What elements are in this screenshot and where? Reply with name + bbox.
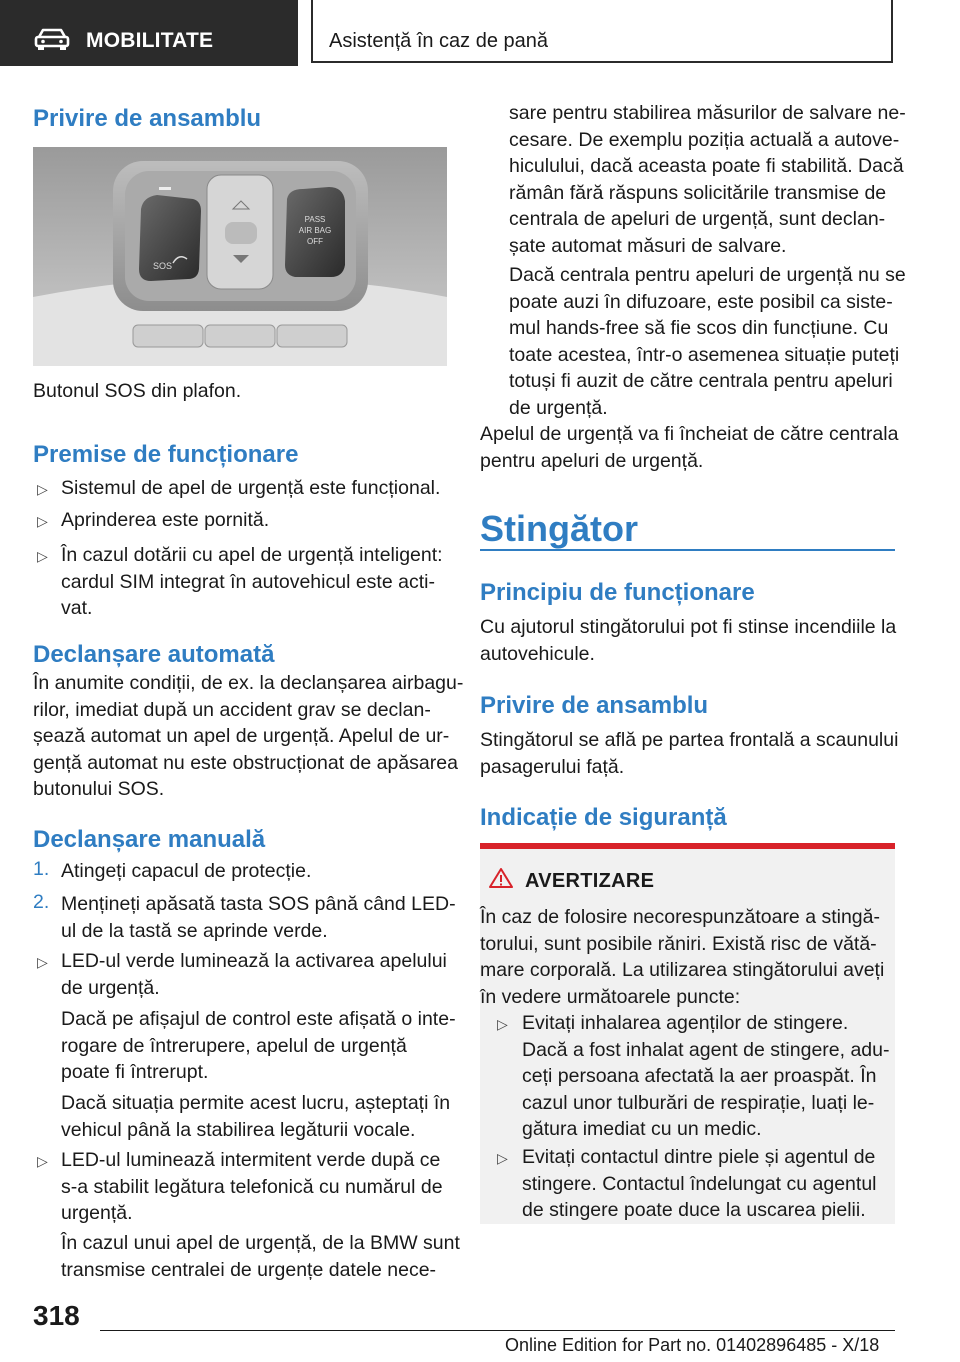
photo-airbag-label: AIR BAG (298, 226, 332, 235)
photo-off-label: OFF (307, 237, 323, 246)
step-1: Atingeți capacul de protecție. (61, 860, 312, 882)
led-blink-note: În cazul unui apel de urgență, de la BMW sunt transmise centralei de urgențe datele nece- (61, 1232, 460, 1281)
triangle-bullet-icon: ▷ (37, 513, 48, 529)
footer-rule (100, 1330, 895, 1331)
heading-rule (480, 549, 895, 551)
triangle-bullet-icon: ▷ (37, 481, 48, 497)
triangle-bullet-icon: ▷ (37, 1153, 48, 1169)
heading-overview: Privire de ansamblu (33, 105, 262, 132)
section-tab (0, 0, 298, 66)
step-number: 1. (33, 858, 50, 880)
chapter-header (311, 0, 893, 63)
heading-principle: Principiu de funcționare (480, 579, 755, 606)
warning-intro: În caz de folosire necorespunzătoare a stingă- torului, sunt posibile răniri. Există risc de vătă- mare corporală. La utilizarea stingătorului aveți în vedere următoarele puncte: (480, 906, 885, 1008)
warning-item-2: Evitați contactul dintre piele și agentul de stingere. Contactul îndelungat cu agentul de stingere poate duce la uscarea pielii. (522, 1146, 877, 1222)
principle-text: Cu ajutorul stingătorului pot fi stinse incendiile la autovehicule. (480, 616, 897, 665)
heading-overview-extinguisher: Privire de ansamblu (480, 692, 709, 719)
triangle-bullet-icon: ▷ (37, 954, 48, 970)
warning-item-1: Evitați inhalarea agenților de stingere. Dacă a fost inhalat agent de stingere, adu- ceți persoana afectată la aer proaspăt. În cazul unor tulburări de respirație, luați le- gătura imediat cu un medic. (522, 1012, 890, 1141)
car-icon (34, 28, 70, 50)
triangle-bullet-icon: ▷ (497, 1150, 508, 1166)
triangle-bullet-icon: ▷ (37, 548, 48, 564)
heading-prerequisites: Premise de funcționare (33, 441, 299, 468)
warning-bar (480, 843, 895, 849)
chapter-title: Asistență în caz de pană (329, 30, 549, 52)
photo-pass-label: PASS (304, 215, 326, 224)
speaker-note-text: Dacă centrala pentru apeluri de urgență nu se poate auzi în difuzoare, este posibil ca siste- mul hands-free să fie scos din funcțiune. Cu toate acestea, într-o asemenea situație puteți totuși fi auzit de către centrala pentru apeluri de urgență. (509, 264, 906, 419)
photo-caption: Butonul SOS din plafon. (33, 380, 242, 402)
section-title: MOBILITATE (86, 29, 214, 52)
auto-trigger-text: În anumite condiții, de ex. la declanșarea airbagu- rilor, imediat după un accident grav se declan- șează automat un apel de urgență. Apelul de ur- gență automat nu este obstrucționat de apăsarea butonului SOS. (33, 672, 464, 801)
sos-button-photo (33, 147, 447, 366)
led-green-note-2: Dacă situația permite acest lucru, așteptați în vehicul până la stabilirea legăturii vocale. (61, 1092, 451, 1141)
step-2: Mențineți apăsată tasta SOS până când LED- ul de la tastă se aprinde verde. (61, 893, 456, 942)
warning-triangle-icon (488, 867, 514, 889)
step-number: 2. (33, 891, 50, 913)
page-number: 318 (33, 1300, 80, 1331)
prereq-item-1: Sistemul de apel de urgență este funcțional. (61, 477, 441, 499)
edition-note: Online Edition for Part no. 01402896485 - X/18 (505, 1335, 880, 1355)
led-green-item: LED-ul verde luminează la activarea apelului de urgență. (61, 950, 447, 999)
call-end-text: Apelul de urgență va fi încheiat de către centrala pentru apeluri de urgență. (480, 423, 899, 472)
led-blink-item: LED-ul luminează intermitent verde după ce s-a stabilit legătura telefonică cu numărul de urgență. (61, 1149, 443, 1225)
photo-sos-label: SOS (153, 261, 173, 271)
data-continued-text: sare pentru stabilirea măsurilor de salvare ne- cesare. De exemplu poziția actuală a autove- hiculului, dacă aceasta poate fi stabilită. Dacă rămân fără răspuns solicitările transmise de centrala de apeluri de urgență, sunt declan- șate automat măsuri de salvare. (509, 102, 906, 257)
triangle-bullet-icon: ▷ (497, 1016, 508, 1032)
heading-extinguisher: Stingător (480, 508, 638, 549)
led-green-note-1: Dacă pe afișajul de control este afișată o inte- rogare de întrerupere, apelul de urgență poate fi întrerupt. (61, 1008, 456, 1084)
overview-text: Stingătorul se află pe partea frontală a scaunului pasagerului față. (480, 729, 899, 778)
warning-title: AVERTIZARE (525, 870, 655, 892)
heading-manual-trigger: Declanșare manuală (33, 826, 266, 853)
prereq-item-2: Aprinderea este pornită. (61, 509, 270, 531)
prereq-item-3: În cazul dotării cu apel de urgență inteligent: cardul SIM integrat în autovehicul este acti- vat. (61, 544, 443, 620)
heading-auto-trigger: Declanșare automată (33, 641, 275, 668)
heading-safety: Indicație de siguranță (480, 804, 727, 831)
